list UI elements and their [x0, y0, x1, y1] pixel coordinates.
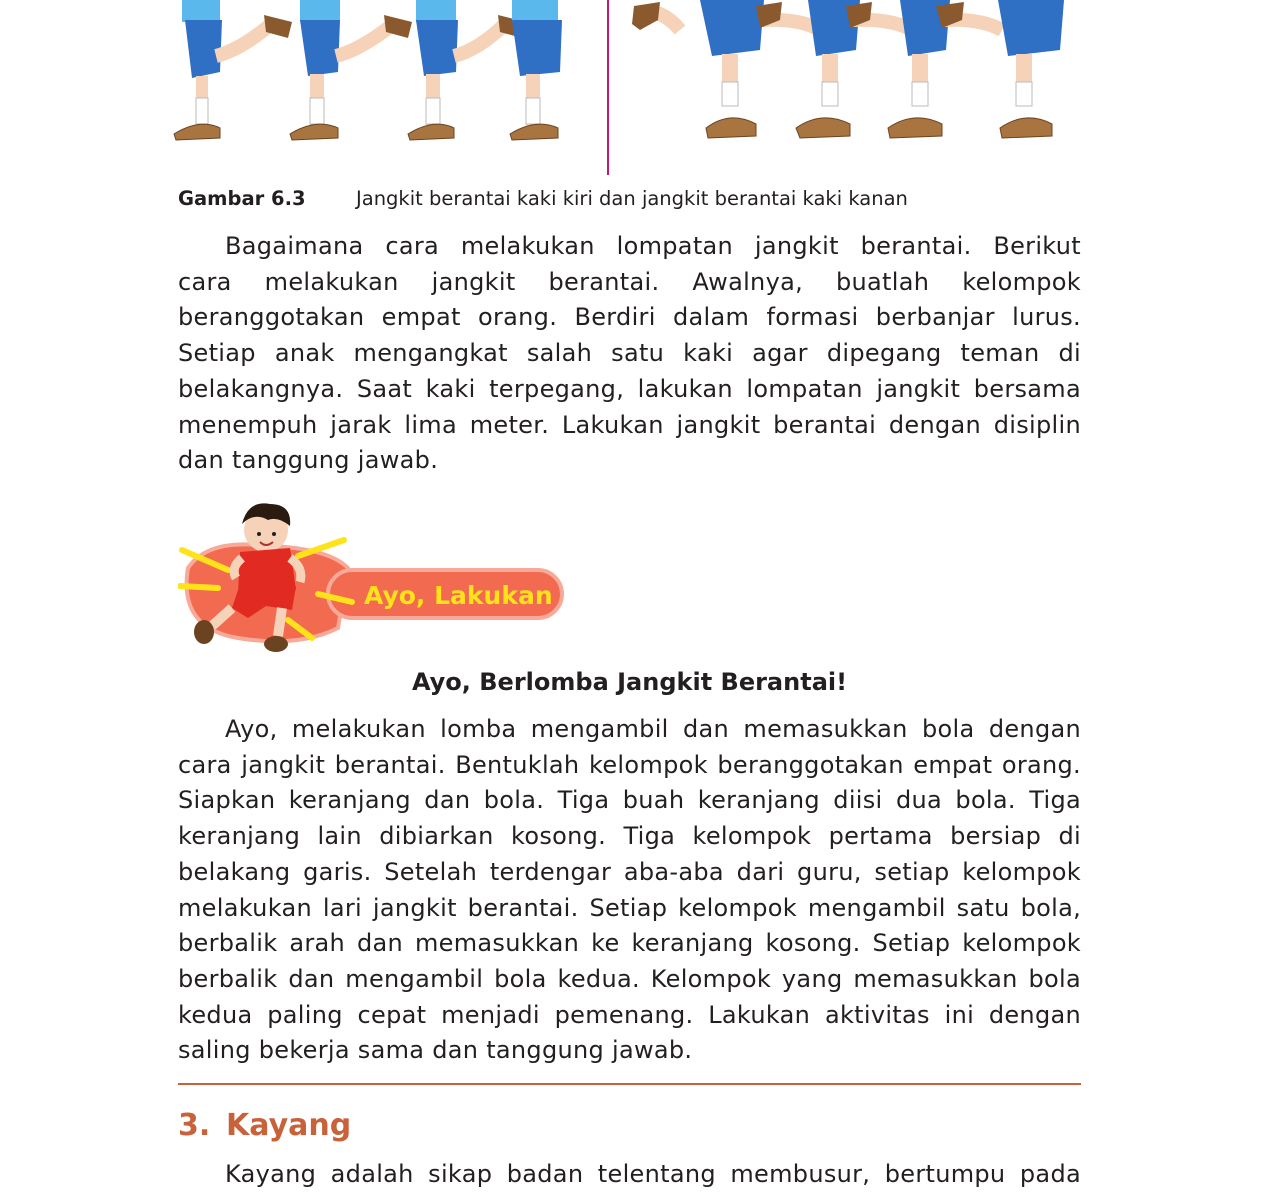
- section-divider: [178, 1083, 1081, 1085]
- right-group-kids: [632, 0, 1064, 138]
- figure-divider: [607, 0, 609, 175]
- left-group-kids: [174, 0, 562, 140]
- text-line: Kayang adalah sikap badan telentang membusur, bertumpu pada: [225, 1160, 1081, 1188]
- text-line: Siapkan keranjang dan bola. Tiga buah keranjang diisi dua bola. Tiga: [178, 786, 1081, 815]
- figure-caption-text: Jangkit berantai kaki kiri dan jangkit berantai kaki kanan: [356, 187, 908, 210]
- text-line: belakang garis. Setelah terdengar aba-aba dari guru, setiap kelompok: [178, 857, 1081, 886]
- figure-caption: [178, 186, 908, 212]
- text-line: berbalik arah dan memasukkan ke keranjang kosong. Setiap kelompok: [178, 929, 1081, 958]
- text-line: cara jangkit berantai. Bentuklah kelompok beranggotakan empat orang.: [178, 750, 1081, 779]
- section-title: Kayang: [226, 1108, 352, 1143]
- text-line: saling bekerja sama dan tanggung jawab.: [178, 1036, 693, 1065]
- text-line: berbalik dan mengambil bola kedua. Kelompok yang memasukkan bola: [178, 964, 1081, 993]
- ayo-lakukan-banner: [178, 498, 568, 658]
- text-line: beranggotakan empat orang. Berdiri dalam formasi berbanjar lurus.: [178, 303, 1081, 332]
- text-line: kedua paling cepat menjadi pemenang. Lakukan aktivitas ini dengan: [178, 1000, 1081, 1029]
- paragraph-activity: [178, 712, 1081, 1069]
- figure-number: Gambar 6.3: [178, 187, 306, 210]
- activity-title: Ayo, Berlomba Jangkit Berantai!: [411, 668, 848, 696]
- section-number: 3.: [178, 1108, 211, 1143]
- paragraph-kayang: [178, 1157, 1081, 1193]
- text-line: melakukan lari jangkit berantai. Setiap kelompok mengambil satu bola,: [178, 893, 1081, 922]
- section-heading: [178, 1106, 351, 1146]
- text-line: belakangnya. Saat kaki terpegang, lakukan lompatan jangkit bersama: [178, 374, 1081, 403]
- text-line: Setiap anak mengangkat salah satu kaki agar dipegang teman di: [178, 339, 1081, 368]
- text-line: Bagaimana cara melakukan lompatan jangkit berantai. Berikut: [225, 232, 1081, 260]
- text-line: dan tanggung jawab.: [178, 446, 439, 475]
- paragraph-jangkit-berantai: [178, 229, 1081, 479]
- banner-label: Ayo, Lakukan: [364, 581, 553, 610]
- text-line: keranjang lain dibiarkan kosong. Tiga kelompok pertama bersiap di: [178, 822, 1081, 851]
- chain-hopping-illustration: [160, 0, 1080, 175]
- text-line: Ayo, melakukan lomba mengambil dan memasukkan bola dengan: [225, 715, 1081, 743]
- text-line: cara melakukan jangkit berantai. Awalnya, buatlah kelompok: [178, 267, 1081, 296]
- text-line: menempuh jarak lima meter. Lakukan jangkit berantai dengan disiplin: [178, 410, 1081, 439]
